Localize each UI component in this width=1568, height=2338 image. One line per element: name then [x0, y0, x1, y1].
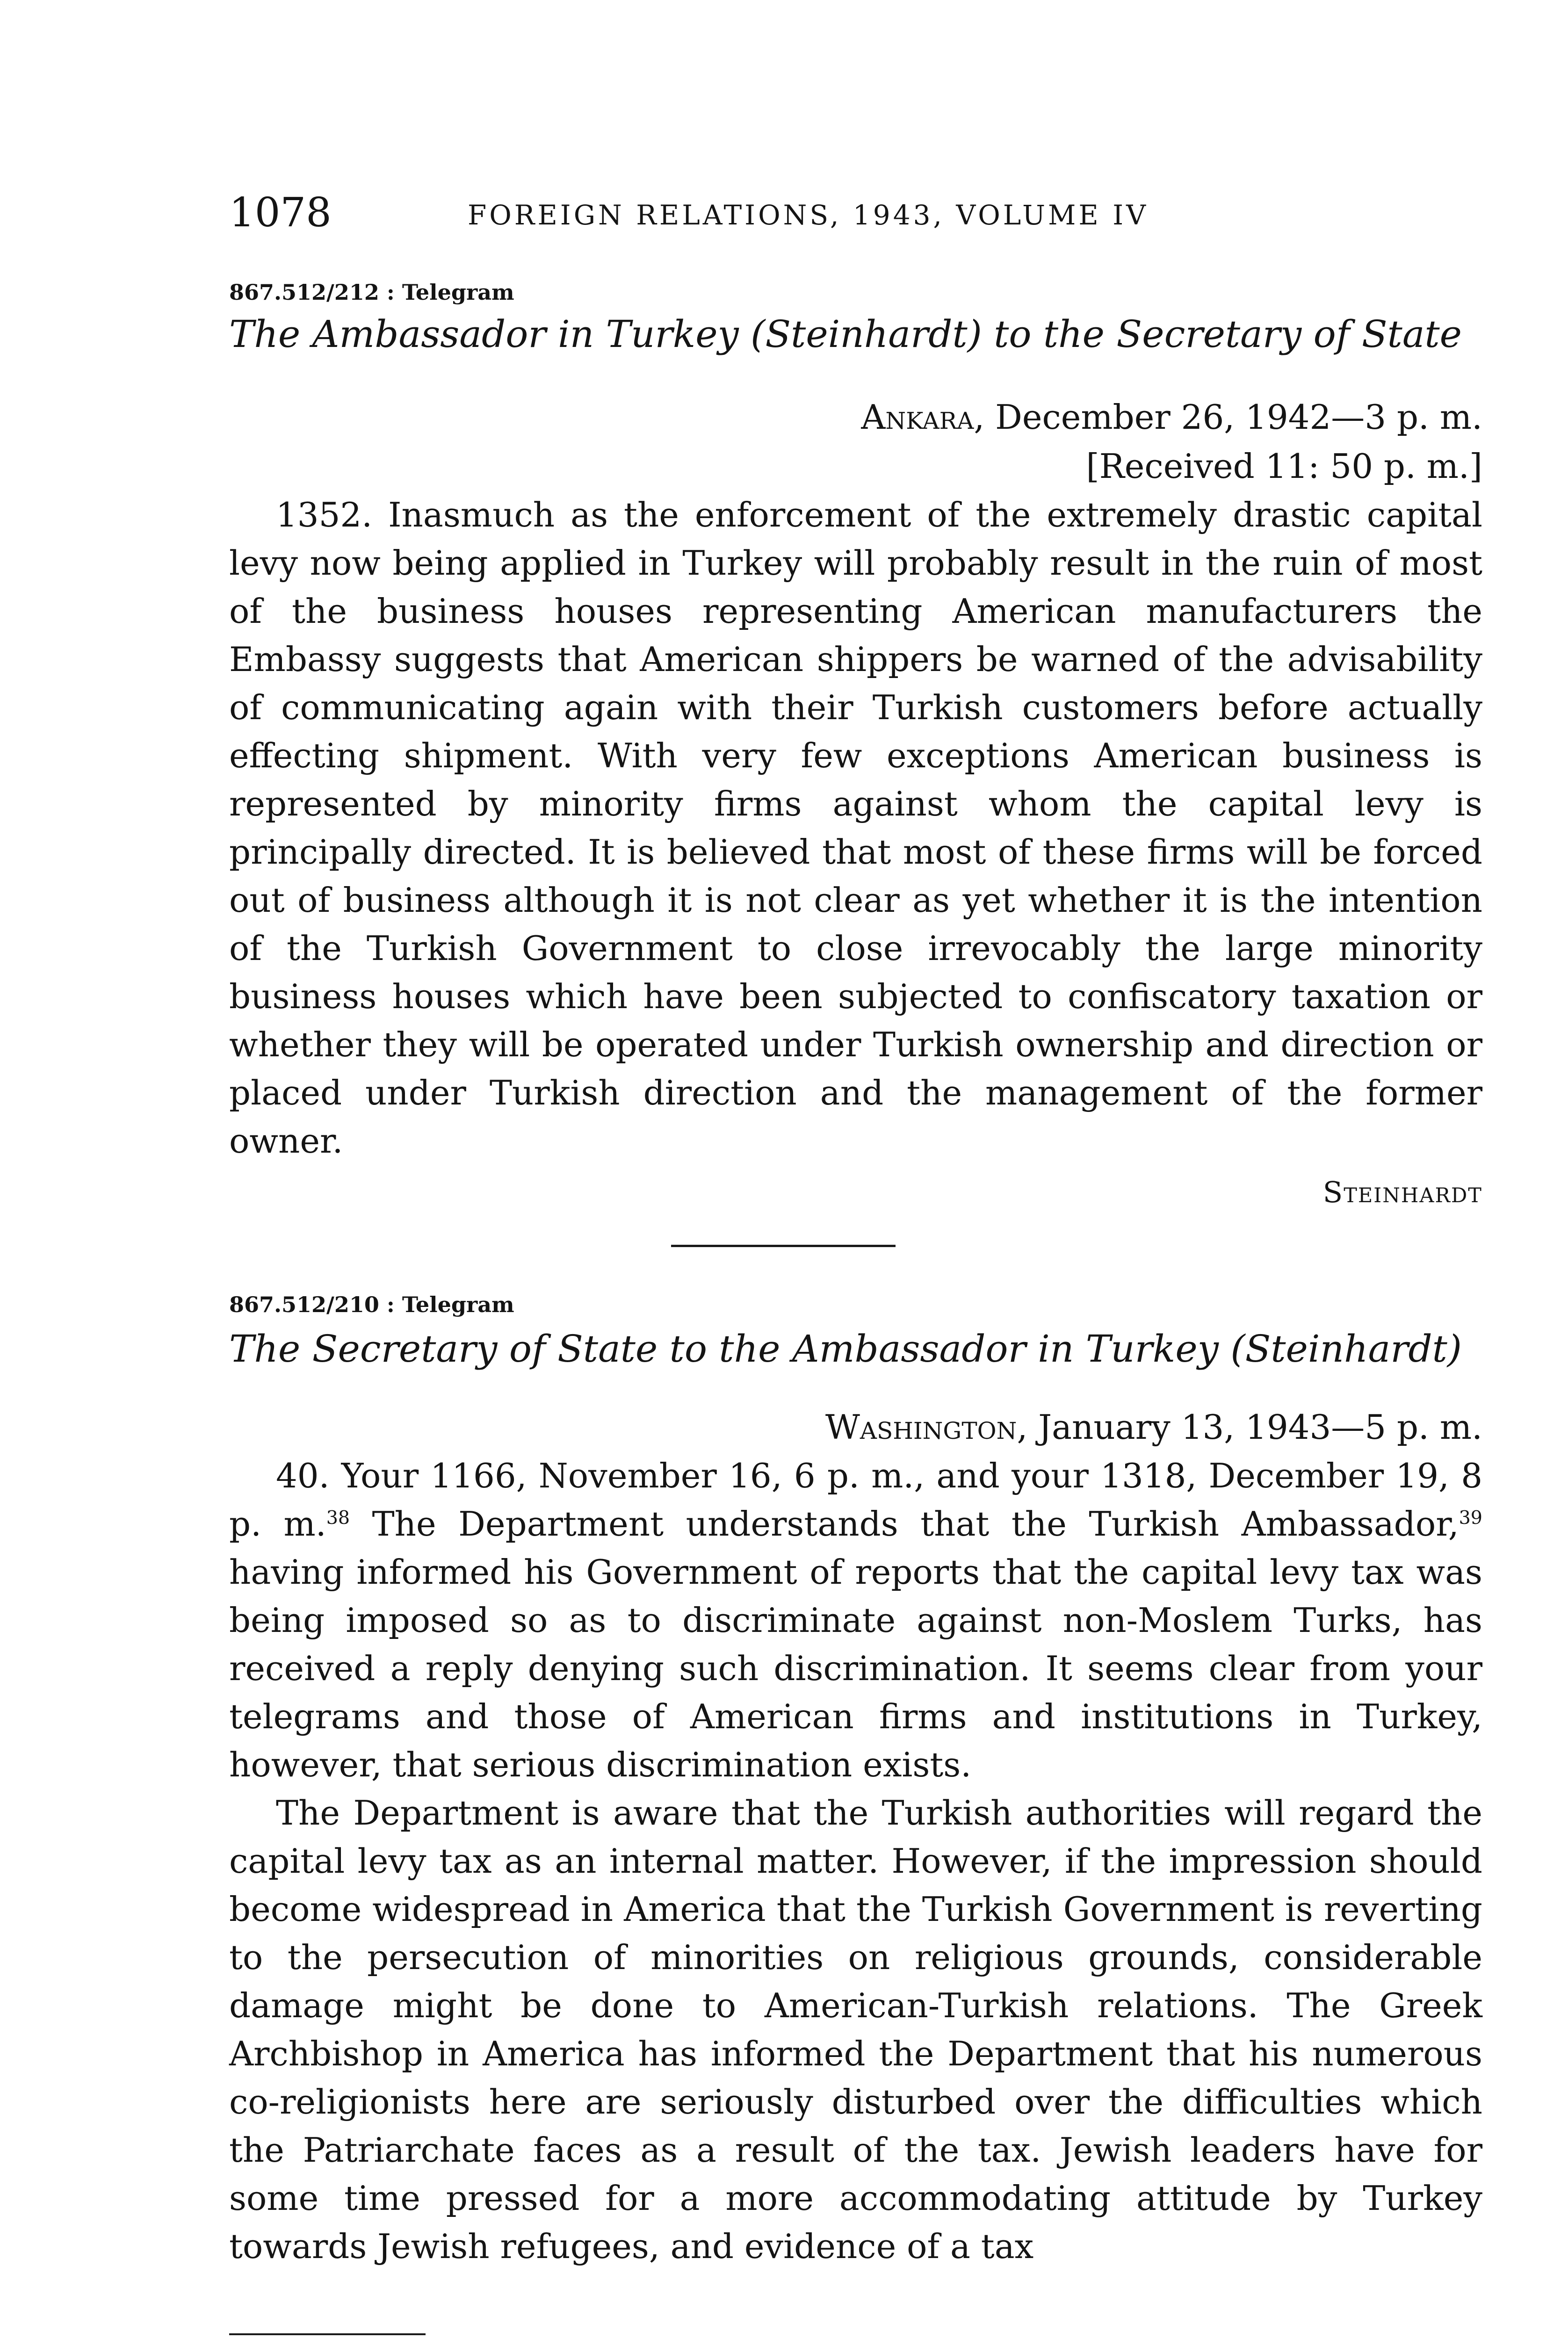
separator-rule — [671, 1245, 896, 1247]
document-title: The Ambassador in Turkey (Steinhardt) to the Secretary of State — [229, 312, 1462, 356]
dateline — [861, 393, 1482, 442]
received-note: [Received 11: 50 p. m.] — [1086, 447, 1482, 486]
dateline — [825, 1403, 1482, 1452]
signature: Steinhardt — [1322, 1175, 1482, 1209]
dateline-place: Ankara — [861, 397, 974, 437]
dateline-place: Washington — [825, 1407, 1017, 1447]
file-reference: 867.512/210 : Telegram — [229, 1292, 514, 1317]
paragraph-text: having informed his Government of reports that the capital levy tax was being imposed so as to discriminate against non-Moslem Turks, has received a reply denying such discrimination. It seems clear from your telegrams and those of American firms and institutions in Turkey, however, that serious discrimination exists. — [229, 1552, 1482, 1784]
paragraph-text: 40. Your 1166, November 16, 6 p. m., and your 1318, December 19, 8 p. m. — [229, 1456, 1482, 1544]
paragraph — [229, 1452, 1482, 1789]
telegram-body — [229, 491, 1482, 1165]
running-title: FOREIGN RELATIONS, 1943, VOLUME IV — [468, 199, 1149, 231]
dateline-date: , January 13, 1943—5 p. m. — [1017, 1407, 1482, 1447]
running-head — [229, 185, 1492, 241]
file-reference: 867.512/212 : Telegram — [229, 280, 514, 305]
document-title: The Secretary of State to the Ambassador in Turkey (Steinhardt) — [229, 1327, 1462, 1371]
telegram-body — [229, 1452, 1482, 2271]
paragraph: 1352. Inasmuch as the enforcement of the extremely drastic capital levy now being applied in Turkey will probably result in the ruin of most of the business houses representing American manufacturers the Embassy suggests that American shippers be warned of the advisability of communicating again with their Turkish customers before actually effecting shipment. With very few exceptions American business is represented by minority firms against whom the capital levy is principally directed. It is believed that most of these firms will be forced out of business although it is not clear as yet whether it is the intention of the Turkish Government to close irrevocably the large minority business houses which have been subjected to confiscatory taxation or whether they will be operated under Turkish ownership and direction or placed under Turkish direction and the management of the former owner. — [229, 495, 1482, 1161]
footnote-reference: 39 — [1459, 1507, 1482, 1529]
paragraph-text: The Department understands that the Turkish Ambassador, — [350, 1504, 1459, 1544]
page-number: 1078 — [229, 189, 332, 236]
footnote-rule — [229, 2333, 426, 2335]
footnote-reference: 38 — [326, 1507, 350, 1529]
paragraph: The Department is aware that the Turkish authorities will regard the capital levy tax as an internal matter. However, if the impression should become widespread in America that the Turkish Government is reverting to the persecution of minorities on religious grounds, considerable damage might be done to American-Turkish relations. The Greek Archbishop in America has informed the Department that his numerous co-religionists here are seriously disturbed over the difficulties which the Patriarchate faces as a result of the tax. Jewish leaders have for some time pressed for a more accommodating attitude by Turkey towards Jewish refugees, and evidence of a tax — [229, 1793, 1482, 2266]
dateline-date: , December 26, 1942—3 p. m. — [974, 397, 1482, 437]
